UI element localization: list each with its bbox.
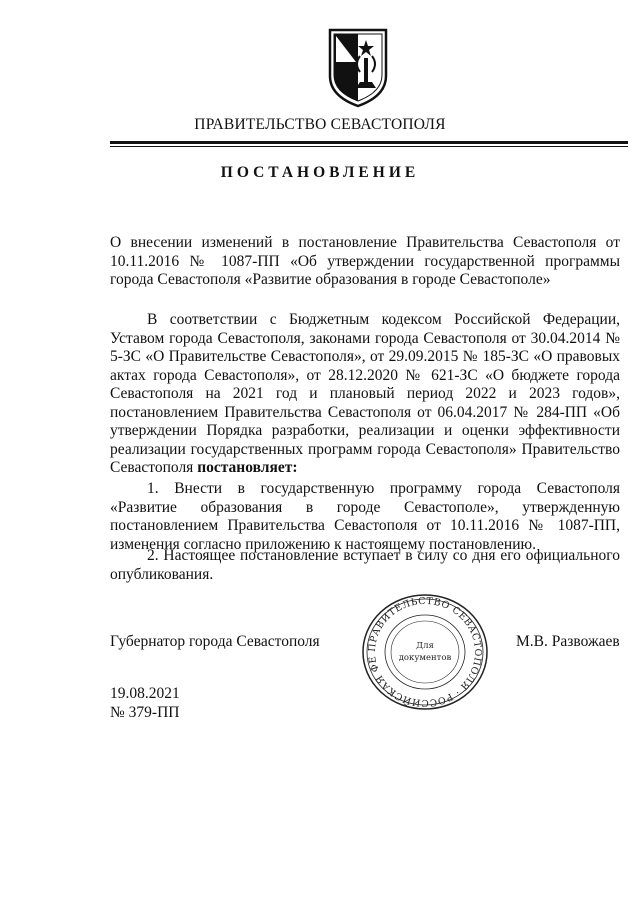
document-subject: О внесении изменений в постановление Правительства Севастополя от 10.11.2016 № 1087-ПП «Об утверждении государственной программы города Севастополя «Развитие образования в городе Севастополе» [110, 234, 620, 288]
clause-1: 1. Внести в государственную программу города Севастополя «Развитие образования в городе Севастополе», утвержденную постановлением Правительства Севастополя от 10.11.2016 № 1087-ПП, изменения согласно приложению к настоящему постановлению. [110, 480, 620, 553]
signatory-title: Губернатор города Севастополя [110, 633, 320, 650]
preamble [110, 311, 620, 478]
stamp-center-line-1: Для [416, 641, 434, 651]
signatory-name: М.В. Развожаев [516, 633, 620, 650]
document-date: 19.08.2021 [110, 685, 180, 702]
preamble-text: В соответствии с Бюджетным кодексом Российской Федерации, Уставом города Севастополя, законами города Севастополя от 30.04.2014 № 5-ЗС «О Правительстве Севастополя», от 29.09.2015 № 185-ЗС «О правовых актах города Севастополя», от 28.12.2020 № 621-ЗС «О бюджете города Севастополя на 2021 год и плановый период 2022 и 2023 годов», постановлением Правительства Севастополя от 06.04.2017 № 284-ПП «Об утверждении Порядка разработки, реализации и оценки эффективности реализации государственных программ города Севастополя» Правительство Севастополя [110, 311, 620, 476]
document-type: ПОСТАНОВЛЕНИЕ [220, 164, 420, 181]
stamp-center-line-2: документов [398, 653, 452, 663]
header-rule-thick [110, 141, 628, 144]
official-stamp [354, 592, 496, 712]
stamp-outer-text: ПРАВИТЕЛЬСТВО СЕВАСТОПОЛЯ · РОССИЙСКАЯ ФЕ [366, 595, 484, 709]
clause-2: 2. Настоящее постановление вступает в силу со дня его официального опубликования. [110, 547, 620, 583]
organization-name: ПРАВИТЕЛЬСТВО СЕВАСТОПОЛЯ [194, 116, 446, 133]
preamble-operative-word: постановляет: [197, 459, 298, 476]
header-rule-thin [110, 146, 628, 147]
document-number: № 379-ПП [110, 704, 180, 721]
coat-of-arms-icon [326, 22, 390, 108]
